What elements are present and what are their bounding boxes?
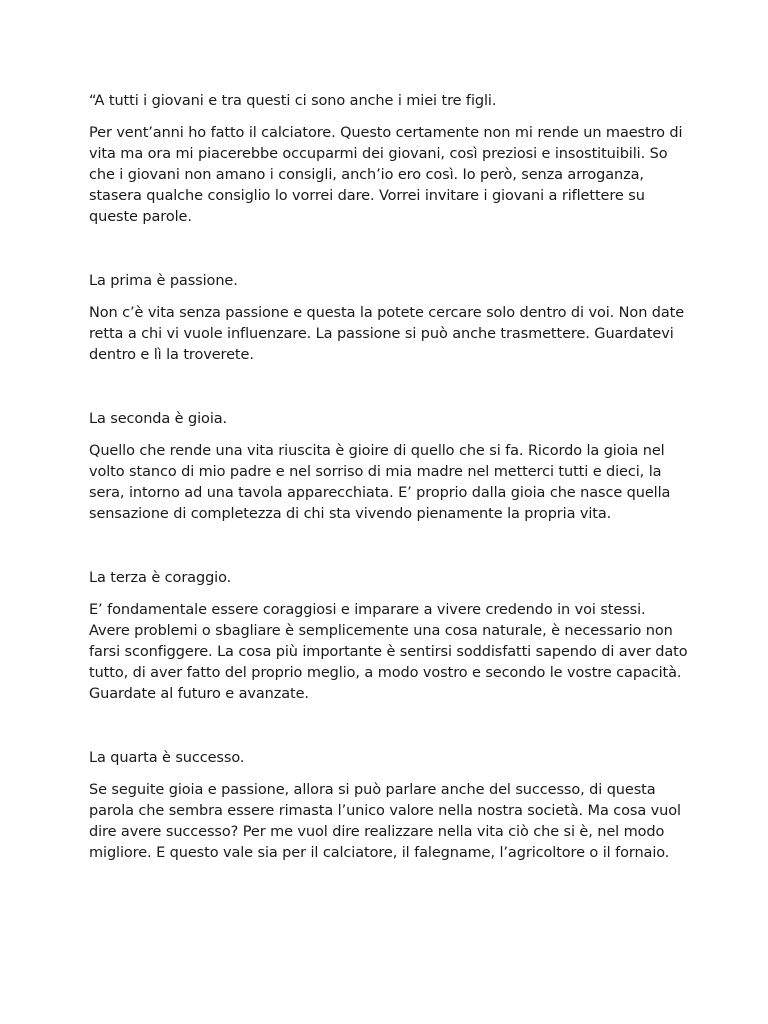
section-heading-passione: La prima è passione.: [89, 273, 238, 289]
section-heading-coraggio: La terza è coraggio.: [89, 570, 232, 586]
intro-paragraph: “A tutti i giovani e tra questi ci sono anche i miei tre figli.: [89, 93, 497, 109]
document-page: [89, 91, 689, 864]
section-heading-successo: La quarta è successo.: [89, 750, 245, 766]
section-body-gioia: Quello che rende una vita riuscita è gioire di quello che si fa. Ricordo la gioia nel volto stanco di mio padre e nel sorriso di mia madre nel metterci tutti e dieci, la sera, intorno ad una tavola apparecchiata. E’ proprio dalla gioia che nasce quella sensazione di completezza di chi sta vivendo pienamente la propria vita.: [89, 443, 671, 522]
section-heading-gioia: La seconda è gioia.: [89, 411, 228, 427]
opening-paragraph: Per vent’anni ho fatto il calciatore. Questo certamente non mi rende un maestro di vita ma ora mi piacerebbe occuparmi dei giovani, così preziosi e insostituibili. So che i giovani non amano i consigli, anch’io ero così. Io però, senza arroganza, stasera qualche consiglio lo vorrei dare. Vorrei invitare i giovani a riflettere su queste parole.: [89, 125, 683, 225]
section-body-successo: Se seguite gioia e passione, allora si può parlare anche del successo, di questa parola che sembra essere rimasta l’unico valore nella nostra società. Ma cosa vuol dire avere successo? Per me vuol dire realizzare nella vita ciò che si è, nel modo migliore. E questo vale sia per il calciatore, il falegname, l’agricoltore o il fornaio.: [89, 782, 681, 861]
section-body-coraggio: E’ fondamentale essere coraggiosi e imparare a vivere credendo in voi stessi. Avere problemi o sbagliare è semplicemente una cosa naturale, è necessario non farsi sconfiggere. La cosa più importante è sentirsi soddisfatti sapendo di aver dato tutto, di aver fatto del proprio meglio, a modo vostro e secondo le vostre capacità. Guardate al futuro e avanzate.: [89, 602, 688, 702]
section-body-passione: Non c’è vita senza passione e questa la potete cercare solo dentro di voi. Non date retta a chi vi vuole influenzare. La passione si può anche trasmettere. Guardatevi dentro e lì la troverete.: [89, 305, 685, 363]
